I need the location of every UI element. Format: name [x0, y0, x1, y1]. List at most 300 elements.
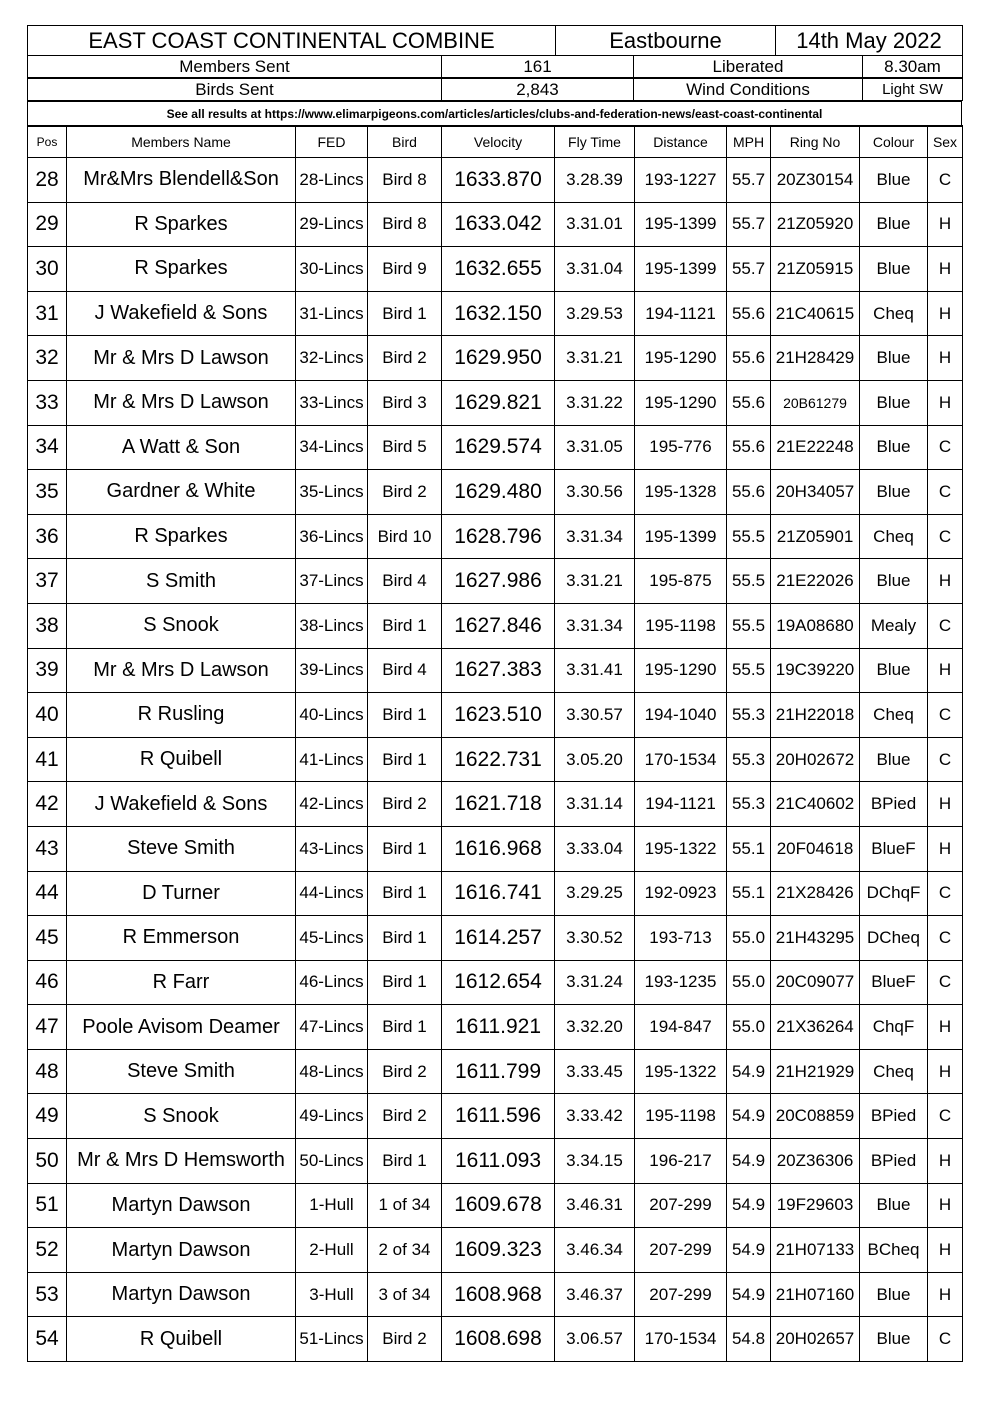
cell-colour: BPied	[860, 1094, 928, 1139]
cell-ring-no: 20F04618	[771, 826, 860, 871]
cell-fly-time: 3.31.21	[555, 559, 635, 604]
cell-sex: H	[928, 336, 963, 381]
cell-fly-time: 3.31.05	[555, 425, 635, 470]
table-row	[28, 1049, 963, 1094]
cell-colour: Blue	[860, 425, 928, 470]
cell-colour: Blue	[860, 336, 928, 381]
cell-distance: 195-1290	[635, 648, 727, 693]
cell-mph: 55.5	[727, 648, 771, 693]
cell-bird: Bird 1	[368, 291, 442, 336]
cell-fed: 41-Lincs	[296, 737, 368, 782]
cell-distance: 195-776	[635, 425, 727, 470]
cell-bird: Bird 1	[368, 737, 442, 782]
cell-pos: 45	[28, 916, 67, 961]
members-sent-value: 161	[442, 56, 634, 78]
cell-distance: 193-713	[635, 916, 727, 961]
results-link-row	[27, 101, 962, 127]
cell-sex: H	[928, 782, 963, 827]
cell-sex: H	[928, 1272, 963, 1317]
cell-fly-time: 3.28.39	[555, 158, 635, 203]
cell-sex: H	[928, 202, 963, 247]
race-date: 14th May 2022	[776, 26, 963, 56]
cell-fly-time: 3.46.31	[555, 1183, 635, 1228]
cell-pos: 41	[28, 737, 67, 782]
cell-velocity: 1632.655	[442, 247, 555, 292]
cell-colour: Blue	[860, 247, 928, 292]
cell-fed: 31-Lincs	[296, 291, 368, 336]
cell-sex: H	[928, 1049, 963, 1094]
birds-sent-value: 2,843	[442, 79, 634, 101]
wind-value: Light SW	[863, 79, 963, 101]
cell-sex: H	[928, 559, 963, 604]
cell-bird: Bird 1	[368, 693, 442, 738]
cell-pos: 49	[28, 1094, 67, 1139]
table-row	[28, 782, 963, 827]
cell-fly-time: 3.31.22	[555, 380, 635, 425]
liberated-label: Liberated	[634, 56, 863, 78]
table-row	[28, 158, 963, 203]
cell-pos: 51	[28, 1183, 67, 1228]
cell-members-name: D Turner	[67, 871, 296, 916]
cell-velocity: 1611.093	[442, 1139, 555, 1184]
cell-fed: 3-Hull	[296, 1272, 368, 1317]
cell-velocity: 1608.698	[442, 1317, 555, 1362]
table-row	[28, 1272, 963, 1317]
cell-velocity: 1629.574	[442, 425, 555, 470]
table-row	[28, 1139, 963, 1184]
col-bird: Bird	[368, 126, 442, 158]
cell-velocity: 1627.383	[442, 648, 555, 693]
cell-pos: 31	[28, 291, 67, 336]
table-row	[28, 693, 963, 738]
cell-members-name: Mr & Mrs D Lawson	[67, 648, 296, 693]
table-row	[28, 1005, 963, 1050]
cell-mph: 55.7	[727, 247, 771, 292]
cell-fed: 46-Lincs	[296, 960, 368, 1005]
cell-bird: Bird 9	[368, 247, 442, 292]
cell-fly-time: 3.31.34	[555, 603, 635, 648]
table-row	[28, 960, 963, 1005]
cell-bird: Bird 2	[368, 1094, 442, 1139]
cell-fed: 28-Lincs	[296, 158, 368, 203]
cell-sex: H	[928, 826, 963, 871]
cell-colour: Blue	[860, 1272, 928, 1317]
table-row	[28, 336, 963, 381]
cell-fly-time: 3.31.24	[555, 960, 635, 1005]
cell-colour: Blue	[860, 202, 928, 247]
results-link[interactable]: See all results at https://www.elimarpigeons.com/articles/articles/clubs-and-federation-news/east-coast-continental	[28, 102, 962, 127]
cell-bird: Bird 1	[368, 916, 442, 961]
cell-members-name: R Sparkes	[67, 202, 296, 247]
cell-ring-no: 21C40615	[771, 291, 860, 336]
cell-mph: 55.3	[727, 782, 771, 827]
cell-bird: Bird 1	[368, 1005, 442, 1050]
cell-sex: C	[928, 470, 963, 515]
col-members-name: Members Name	[67, 126, 296, 158]
cell-fed: 32-Lincs	[296, 336, 368, 381]
cell-members-name: Martyn Dawson	[67, 1183, 296, 1228]
cell-velocity: 1629.950	[442, 336, 555, 381]
cell-ring-no: 20H34057	[771, 470, 860, 515]
cell-distance: 196-217	[635, 1139, 727, 1184]
cell-colour: DChqF	[860, 871, 928, 916]
cell-members-name: S Snook	[67, 1094, 296, 1139]
cell-bird: Bird 1	[368, 960, 442, 1005]
cell-members-name: Martyn Dawson	[67, 1228, 296, 1273]
cell-bird: Bird 10	[368, 514, 442, 559]
cell-pos: 36	[28, 514, 67, 559]
cell-fly-time: 3.32.20	[555, 1005, 635, 1050]
cell-fed: 48-Lincs	[296, 1049, 368, 1094]
cell-sex: C	[928, 158, 963, 203]
cell-distance: 195-1399	[635, 202, 727, 247]
cell-bird: Bird 5	[368, 425, 442, 470]
cell-fly-time: 3.30.57	[555, 693, 635, 738]
cell-colour: Cheq	[860, 291, 928, 336]
cell-fly-time: 3.46.37	[555, 1272, 635, 1317]
cell-pos: 53	[28, 1272, 67, 1317]
cell-bird: Bird 1	[368, 826, 442, 871]
cell-fed: 36-Lincs	[296, 514, 368, 559]
cell-velocity: 1609.678	[442, 1183, 555, 1228]
table-row	[28, 648, 963, 693]
cell-fed: 38-Lincs	[296, 603, 368, 648]
cell-colour: Blue	[860, 1317, 928, 1362]
cell-fly-time: 3.33.04	[555, 826, 635, 871]
col-mph: MPH	[727, 126, 771, 158]
cell-distance: 194-1121	[635, 782, 727, 827]
cell-bird: Bird 2	[368, 1317, 442, 1362]
cell-distance: 207-299	[635, 1272, 727, 1317]
cell-fed: 35-Lincs	[296, 470, 368, 515]
cell-fly-time: 3.31.01	[555, 202, 635, 247]
members-row	[27, 55, 963, 78]
cell-colour: Blue	[860, 648, 928, 693]
cell-velocity: 1621.718	[442, 782, 555, 827]
cell-ring-no: 21Z05920	[771, 202, 860, 247]
cell-members-name: Mr & Mrs D Lawson	[67, 380, 296, 425]
cell-ring-no: 20H02672	[771, 737, 860, 782]
cell-velocity: 1614.257	[442, 916, 555, 961]
cell-velocity: 1623.510	[442, 693, 555, 738]
table-row	[28, 1228, 963, 1273]
table-row	[28, 916, 963, 961]
cell-fed: 47-Lincs	[296, 1005, 368, 1050]
cell-fed: 40-Lincs	[296, 693, 368, 738]
cell-distance: 195-1198	[635, 1094, 727, 1139]
cell-pos: 52	[28, 1228, 67, 1273]
cell-pos: 38	[28, 603, 67, 648]
cell-colour: BlueF	[860, 826, 928, 871]
cell-members-name: R Quibell	[67, 1317, 296, 1362]
cell-bird: 3 of 34	[368, 1272, 442, 1317]
cell-sex: H	[928, 291, 963, 336]
cell-sex: H	[928, 1228, 963, 1273]
cell-colour: Blue	[860, 559, 928, 604]
cell-mph: 55.7	[727, 158, 771, 203]
cell-colour: BPied	[860, 782, 928, 827]
table-row	[28, 737, 963, 782]
cell-sex: C	[928, 1317, 963, 1362]
cell-pos: 50	[28, 1139, 67, 1184]
cell-colour: BPied	[860, 1139, 928, 1184]
cell-velocity: 1616.741	[442, 871, 555, 916]
cell-members-name: Steve Smith	[67, 1049, 296, 1094]
cell-bird: Bird 1	[368, 871, 442, 916]
cell-bird: Bird 1	[368, 603, 442, 648]
cell-mph: 55.0	[727, 1005, 771, 1050]
cell-ring-no: 19A08680	[771, 603, 860, 648]
cell-fly-time: 3.30.52	[555, 916, 635, 961]
cell-distance: 194-847	[635, 1005, 727, 1050]
cell-fed: 1-Hull	[296, 1183, 368, 1228]
cell-members-name: A Watt & Son	[67, 425, 296, 470]
cell-ring-no: 19F29603	[771, 1183, 860, 1228]
cell-mph: 55.6	[727, 380, 771, 425]
cell-bird: 1 of 34	[368, 1183, 442, 1228]
cell-members-name: R Farr	[67, 960, 296, 1005]
cell-ring-no: 21Z05901	[771, 514, 860, 559]
cell-pos: 30	[28, 247, 67, 292]
cell-sex: C	[928, 693, 963, 738]
cell-sex: C	[928, 960, 963, 1005]
cell-velocity: 1608.968	[442, 1272, 555, 1317]
cell-pos: 32	[28, 336, 67, 381]
col-fly-time: Fly Time	[555, 126, 635, 158]
cell-ring-no: 21E22026	[771, 559, 860, 604]
cell-pos: 35	[28, 470, 67, 515]
col-fed: FED	[296, 126, 368, 158]
cell-fly-time: 3.34.15	[555, 1139, 635, 1184]
cell-ring-no: 21H07160	[771, 1272, 860, 1317]
cell-fed: 45-Lincs	[296, 916, 368, 961]
cell-colour: Blue	[860, 158, 928, 203]
cell-sex: C	[928, 514, 963, 559]
table-row	[28, 1317, 963, 1362]
cell-sex: H	[928, 1183, 963, 1228]
cell-pos: 29	[28, 202, 67, 247]
cell-fly-time: 3.29.25	[555, 871, 635, 916]
cell-ring-no: 21C40602	[771, 782, 860, 827]
cell-fly-time: 3.29.53	[555, 291, 635, 336]
cell-velocity: 1627.846	[442, 603, 555, 648]
cell-bird: 2 of 34	[368, 1228, 442, 1273]
cell-members-name: R Sparkes	[67, 247, 296, 292]
cell-fly-time: 3.31.34	[555, 514, 635, 559]
cell-pos: 48	[28, 1049, 67, 1094]
cell-pos: 37	[28, 559, 67, 604]
cell-distance: 170-1534	[635, 1317, 727, 1362]
cell-mph: 55.1	[727, 871, 771, 916]
cell-sex: H	[928, 1005, 963, 1050]
cell-ring-no: 21H22018	[771, 693, 860, 738]
cell-sex: C	[928, 916, 963, 961]
table-row	[28, 425, 963, 470]
cell-sex: C	[928, 603, 963, 648]
cell-ring-no: 21H43295	[771, 916, 860, 961]
cell-mph: 54.8	[727, 1317, 771, 1362]
cell-mph: 54.9	[727, 1094, 771, 1139]
cell-distance: 193-1227	[635, 158, 727, 203]
results-table	[27, 125, 963, 1362]
cell-members-name: Mr & Mrs D Lawson	[67, 336, 296, 381]
table-row	[28, 826, 963, 871]
cell-mph: 55.5	[727, 559, 771, 604]
cell-colour: Blue	[860, 470, 928, 515]
wind-label: Wind Conditions	[634, 79, 863, 101]
cell-members-name: S Smith	[67, 559, 296, 604]
cell-distance: 170-1534	[635, 737, 727, 782]
cell-pos: 46	[28, 960, 67, 1005]
cell-fed: 50-Lincs	[296, 1139, 368, 1184]
cell-fly-time: 3.31.21	[555, 336, 635, 381]
cell-members-name: J Wakefield & Sons	[67, 291, 296, 336]
cell-mph: 55.1	[727, 826, 771, 871]
cell-pos: 43	[28, 826, 67, 871]
cell-distance: 193-1235	[635, 960, 727, 1005]
birds-row	[27, 78, 963, 101]
cell-bird: Bird 8	[368, 158, 442, 203]
cell-fed: 42-Lincs	[296, 782, 368, 827]
cell-distance: 207-299	[635, 1183, 727, 1228]
cell-ring-no: 21E22248	[771, 425, 860, 470]
cell-distance: 195-1322	[635, 826, 727, 871]
cell-fed: 44-Lincs	[296, 871, 368, 916]
cell-fed: 33-Lincs	[296, 380, 368, 425]
cell-mph: 55.7	[727, 202, 771, 247]
cell-pos: 44	[28, 871, 67, 916]
cell-distance: 194-1040	[635, 693, 727, 738]
cell-pos: 42	[28, 782, 67, 827]
cell-sex: C	[928, 737, 963, 782]
cell-colour: Cheq	[860, 514, 928, 559]
cell-pos: 54	[28, 1317, 67, 1362]
cell-mph: 55.3	[727, 693, 771, 738]
cell-colour: Mealy	[860, 603, 928, 648]
cell-pos: 33	[28, 380, 67, 425]
cell-velocity: 1628.796	[442, 514, 555, 559]
cell-fly-time: 3.33.45	[555, 1049, 635, 1094]
cell-velocity: 1612.654	[442, 960, 555, 1005]
cell-distance: 195-1328	[635, 470, 727, 515]
cell-velocity: 1622.731	[442, 737, 555, 782]
cell-fly-time: 3.05.20	[555, 737, 635, 782]
cell-bird: Bird 3	[368, 380, 442, 425]
cell-sex: C	[928, 871, 963, 916]
cell-fed: 49-Lincs	[296, 1094, 368, 1139]
cell-members-name: J Wakefield & Sons	[67, 782, 296, 827]
cell-ring-no: 21H28429	[771, 336, 860, 381]
cell-distance: 195-875	[635, 559, 727, 604]
cell-mph: 55.6	[727, 336, 771, 381]
col-sex: Sex	[928, 126, 963, 158]
cell-ring-no: 21X28426	[771, 871, 860, 916]
cell-sex: H	[928, 247, 963, 292]
cell-mph: 54.9	[727, 1272, 771, 1317]
cell-mph: 55.6	[727, 425, 771, 470]
table-row	[28, 1094, 963, 1139]
cell-distance: 195-1399	[635, 514, 727, 559]
cell-velocity: 1633.870	[442, 158, 555, 203]
cell-velocity: 1609.323	[442, 1228, 555, 1273]
table-row	[28, 871, 963, 916]
birds-sent-label: Birds Sent	[28, 79, 442, 101]
cell-pos: 40	[28, 693, 67, 738]
col-colour: Colour	[860, 126, 928, 158]
cell-members-name: Martyn Dawson	[67, 1272, 296, 1317]
cell-mph: 55.3	[727, 737, 771, 782]
cell-colour: Blue	[860, 1183, 928, 1228]
cell-distance: 207-299	[635, 1228, 727, 1273]
cell-fed: 37-Lincs	[296, 559, 368, 604]
cell-mph: 55.0	[727, 960, 771, 1005]
table-row	[28, 291, 963, 336]
table-row	[28, 1183, 963, 1228]
cell-bird: Bird 4	[368, 559, 442, 604]
cell-ring-no: 20Z30154	[771, 158, 860, 203]
cell-fed: 29-Lincs	[296, 202, 368, 247]
cell-mph: 54.9	[727, 1049, 771, 1094]
cell-fly-time: 3.31.04	[555, 247, 635, 292]
cell-fly-time: 3.31.14	[555, 782, 635, 827]
cell-colour: Cheq	[860, 693, 928, 738]
cell-sex: C	[928, 1094, 963, 1139]
cell-distance: 195-1290	[635, 336, 727, 381]
cell-ring-no: 21H07133	[771, 1228, 860, 1273]
cell-distance: 195-1399	[635, 247, 727, 292]
cell-members-name: R Emmerson	[67, 916, 296, 961]
cell-distance: 195-1322	[635, 1049, 727, 1094]
cell-members-name: R Sparkes	[67, 514, 296, 559]
cell-fly-time: 3.46.34	[555, 1228, 635, 1273]
cell-fly-time: 3.31.41	[555, 648, 635, 693]
cell-mph: 55.6	[727, 291, 771, 336]
cell-members-name: R Quibell	[67, 737, 296, 782]
cell-colour: ChqF	[860, 1005, 928, 1050]
cell-distance: 195-1198	[635, 603, 727, 648]
cell-mph: 54.9	[727, 1183, 771, 1228]
cell-mph: 55.6	[727, 470, 771, 515]
col-ring-no: Ring No	[771, 126, 860, 158]
cell-members-name: S Snook	[67, 603, 296, 648]
cell-members-name: Steve Smith	[67, 826, 296, 871]
cell-distance: 192-0923	[635, 871, 727, 916]
col-pos: Pos	[28, 126, 67, 158]
cell-members-name: Poole Avisom Deamer	[67, 1005, 296, 1050]
cell-mph: 54.9	[727, 1139, 771, 1184]
race-venue: Eastbourne	[556, 26, 776, 56]
cell-colour: BlueF	[860, 960, 928, 1005]
cell-velocity: 1611.799	[442, 1049, 555, 1094]
table-row	[28, 559, 963, 604]
cell-pos: 39	[28, 648, 67, 693]
title-row	[27, 25, 963, 56]
cell-bird: Bird 1	[368, 1139, 442, 1184]
cell-ring-no: 20Z36306	[771, 1139, 860, 1184]
cell-colour: BCheq	[860, 1228, 928, 1273]
combine-title: EAST COAST CONTINENTAL COMBINE	[28, 26, 556, 56]
table-row	[28, 202, 963, 247]
cell-colour: Blue	[860, 737, 928, 782]
cell-fly-time: 3.33.42	[555, 1094, 635, 1139]
cell-fed: 43-Lincs	[296, 826, 368, 871]
cell-pos: 47	[28, 1005, 67, 1050]
cell-colour: Blue	[860, 380, 928, 425]
cell-bird: Bird 4	[368, 648, 442, 693]
table-row	[28, 470, 963, 515]
cell-members-name: R Rusling	[67, 693, 296, 738]
cell-ring-no: 20C09077	[771, 960, 860, 1005]
